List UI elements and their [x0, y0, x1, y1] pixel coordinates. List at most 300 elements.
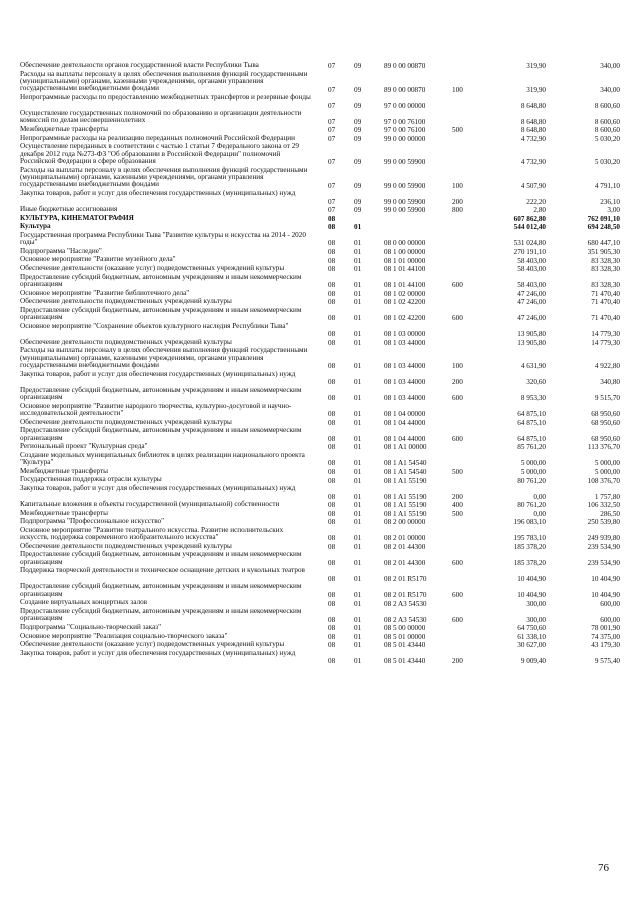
row-sum-year2: 250 539,80	[587, 518, 620, 527]
row-section: 08	[328, 281, 336, 290]
table-row	[20, 94, 620, 110]
row-sum-year2: 9 575,40	[594, 657, 620, 666]
row-section: 08	[328, 492, 336, 501]
row-target-code: 08 1 03 44000	[384, 338, 426, 347]
row-expense-type: 600	[452, 615, 463, 624]
row-section: 07	[328, 134, 336, 143]
row-expense-type: 600	[452, 434, 463, 443]
row-subsection: 01	[354, 314, 362, 323]
row-target-code: 08 1 00 00000	[384, 247, 426, 256]
budget-table	[20, 62, 620, 666]
row-sum-year2: 10 404,90	[591, 575, 620, 584]
row-name: Обеспечение деятельности подведомственных учреждений культуры	[20, 337, 232, 346]
row-sum-year1: 270 191,10	[513, 247, 546, 256]
table-row	[20, 403, 620, 419]
row-expense-type: 200	[452, 657, 463, 666]
row-sum-year2: 5 000,00	[594, 459, 620, 468]
row-name: Основное мероприятие "Сохранение объектов культурного наследия Республики Тыва"	[20, 321, 289, 330]
row-expense-type: 100	[452, 85, 463, 94]
row-name: Осуществление переданных в соответствии с частью 1 статьи 7 Федерального закона от 29 декабря 2012 года №273-ФЗ "Об образовании в Российской Федерации" полномочий Российской Федерации в сфере образования	[20, 142, 299, 165]
row-target-code: 08 0 00 00000	[384, 239, 426, 248]
row-name: Закупка товаров, работ и услуг для обеспечения государственных (муниципальных) нужд	[20, 369, 296, 378]
row-section: 08	[328, 468, 336, 477]
row-subsection: 01	[354, 338, 362, 347]
row-sum-year2: 762 091,10	[587, 214, 620, 223]
row-section: 07	[328, 101, 336, 110]
row-section: 08	[328, 265, 336, 274]
row-subsection: 09	[354, 101, 362, 110]
row-subsection: 01	[354, 256, 362, 265]
row-sum-year1: 2,80	[533, 206, 546, 215]
row-subsection: 01	[354, 394, 362, 403]
row-subsection: 01	[354, 443, 362, 452]
row-target-code: 08 1 01 44100	[384, 265, 426, 274]
row-name: Основное мероприятие "Развитие театрального искусства. Развитие исполнительских искусств, поддержка современного изобразительного искусства"	[20, 525, 284, 542]
row-target-code: 08 1 A1 55190	[384, 509, 427, 518]
row-subsection: 01	[354, 518, 362, 527]
row-target-code: 08 1 A1 54540	[384, 468, 427, 477]
row-section: 08	[328, 378, 336, 387]
row-expense-type: 200	[452, 197, 463, 206]
row-expense-type: 500	[452, 126, 463, 135]
row-subsection: 01	[354, 468, 362, 477]
row-section: 08	[328, 256, 336, 265]
row-name: КУЛЬТУРА, КИНЕМАТОГРАФИЯ	[20, 213, 134, 222]
row-sum-year2: 113 376,70	[587, 443, 620, 452]
row-subsection: 01	[354, 615, 362, 624]
row-name: Основное мероприятие "Развитие музейного дела"	[20, 255, 176, 264]
row-subsection: 01	[354, 641, 362, 650]
row-sum-year1: 196 083,10	[513, 518, 546, 527]
table-row	[20, 232, 620, 248]
row-section: 07	[328, 126, 336, 135]
row-sum-year2: 249 939,80	[587, 534, 620, 543]
row-name: Межбюджетные трансферты	[20, 466, 108, 475]
row-sum-year2: 83 328,30	[591, 256, 620, 265]
row-subsection: 01	[354, 632, 362, 641]
row-subsection: 01	[354, 289, 362, 298]
row-section: 08	[328, 434, 336, 443]
row-section: 07	[328, 62, 336, 71]
row-section: 08	[328, 632, 336, 641]
row-sum-year1: 8 953,30	[520, 394, 546, 403]
row-section: 08	[328, 223, 336, 232]
row-name: Подпрограмма "Профессиональное искусство"	[20, 517, 165, 526]
row-sum-year1: 8 648,80	[520, 117, 546, 126]
table-row	[20, 71, 620, 94]
row-target-code: 97 0 00 76100	[384, 117, 426, 126]
row-sum-year2: 8 600,60	[594, 117, 620, 126]
row-section: 08	[328, 459, 336, 468]
row-sum-year1: 544 012,40	[513, 223, 546, 232]
row-sum-year2: 340,00	[600, 62, 620, 71]
row-target-code: 08 2 01 44300	[384, 559, 426, 568]
row-subsection: 01	[354, 624, 362, 633]
row-section: 08	[328, 298, 336, 307]
row-subsection: 01	[354, 330, 362, 339]
row-target-code: 99 0 00 59900	[384, 206, 426, 215]
row-name: Создание модельных муниципальных библиотек в целях реализации национального проекта "Культура"	[20, 450, 305, 467]
row-name: Закупка товаров, работ и услуг для обеспечения государственных (муниципальных) нужд	[20, 188, 296, 197]
row-subsection: 09	[354, 197, 362, 206]
row-expense-type: 600	[452, 281, 463, 290]
row-target-code: 08 5 00 00000	[384, 624, 426, 633]
row-name: Капитальные вложения в объекты государственной (муниципальной) собственности	[20, 500, 280, 509]
table-row	[20, 551, 620, 567]
row-subsection: 01	[354, 247, 362, 256]
row-sum-year2: 4 791,10	[594, 181, 620, 190]
row-sum-year1: 4 507,90	[520, 181, 546, 190]
row-name: Государственная программа Республики Тыва "Развитие культуры и искусства на 2014 - 2020 годы"	[20, 230, 306, 247]
row-sum-year1: 9 009,40	[520, 657, 546, 666]
row-name: Основное мероприятие "Развитие библиотечного дела"	[20, 288, 190, 297]
row-sum-year1: 30 627,00	[517, 641, 546, 650]
row-expense-type: 800	[452, 206, 463, 215]
table-row	[20, 110, 620, 126]
row-subsection: 09	[354, 85, 362, 94]
row-name: Создание виртуальных концертных залов	[20, 598, 148, 607]
row-sum-year2: 5 000,00	[594, 468, 620, 477]
row-sum-year2: 68 950,60	[591, 410, 620, 419]
row-section: 07	[328, 85, 336, 94]
row-name: Обеспечение деятельности (оказание услуг) подведомственных учреждений культуры	[20, 263, 285, 272]
row-name: Поддержка творческой деятельности и техническое оснащение детских и кукольных театров	[20, 566, 305, 575]
row-section: 08	[328, 599, 336, 608]
row-sum-year1: 58 403,00	[517, 256, 546, 265]
row-subsection: 01	[354, 265, 362, 274]
row-target-code: 89 0 00 00870	[384, 85, 426, 94]
row-section: 08	[328, 543, 336, 552]
row-sum-year1: 64 875,10	[517, 418, 546, 427]
row-section: 08	[328, 559, 336, 568]
row-subsection: 09	[354, 181, 362, 190]
row-section: 08	[328, 615, 336, 624]
row-target-code: 08 1 A1 55190	[384, 492, 427, 501]
table-row	[20, 527, 620, 543]
row-target-code: 08 2 00 00000	[384, 518, 426, 527]
row-name: Подпрограмма "Наследие"	[20, 246, 102, 255]
row-sum-year1: 319,90	[526, 85, 546, 94]
table-row	[20, 167, 620, 190]
row-target-code: 08 2 01 00000	[384, 534, 426, 543]
row-expense-type: 600	[452, 314, 463, 323]
row-sum-year2: 694 248,50	[587, 223, 620, 232]
row-name: Предоставление субсидий бюджетным, автономным учреждениям и иным некоммерческим организациям	[20, 607, 302, 623]
row-subsection: 01	[354, 599, 362, 608]
row-target-code: 08 2 01 R5170	[384, 591, 427, 600]
row-subsection: 01	[354, 509, 362, 518]
row-name: Закупка товаров, работ и услуг для обеспечения государственных (муниципальных) нужд	[20, 484, 296, 493]
row-section: 08	[328, 239, 336, 248]
row-subsection: 09	[354, 126, 362, 135]
row-section: 07	[328, 181, 336, 190]
row-sum-year1: 8 648,80	[520, 101, 546, 110]
row-name: Обеспечение деятельности подведомственных учреждений культуры	[20, 541, 232, 550]
table-row	[20, 274, 620, 290]
row-target-code: 99 0 00 59900	[384, 158, 426, 167]
row-target-code: 08 1 A1 00000	[384, 443, 427, 452]
row-sum-year1: 185 378,20	[513, 543, 546, 552]
row-name: Государственная поддержка отрасли культуры	[20, 475, 162, 484]
row-sum-year1: 4 732,90	[520, 158, 546, 167]
row-sum-year1: 300,00	[526, 599, 546, 608]
row-subsection: 01	[354, 575, 362, 584]
row-expense-type: 600	[452, 394, 463, 403]
row-sum-year2: 239 534,90	[587, 559, 620, 568]
row-target-code: 08 1 03 44000	[384, 378, 426, 387]
row-section: 08	[328, 214, 336, 223]
row-subsection: 09	[354, 62, 362, 71]
row-name: Культура	[20, 222, 51, 231]
row-section: 08	[328, 641, 336, 650]
row-name: Предоставление субсидий бюджетным, автономным учреждениям и иным некоммерческим организациям	[20, 550, 302, 566]
row-expense-type: 500	[452, 468, 463, 477]
table-row	[20, 323, 620, 339]
row-expense-type: 400	[452, 501, 463, 510]
row-section: 08	[328, 394, 336, 403]
table-row	[20, 387, 620, 403]
row-name: Обеспечение деятельности подведомственных учреждений культуры	[20, 417, 232, 426]
row-target-code: 08 5 01 43440	[384, 641, 426, 650]
row-expense-type: 200	[452, 492, 463, 501]
row-sum-year1: 8 648,80	[520, 126, 546, 135]
row-section: 08	[328, 410, 336, 419]
row-section: 08	[328, 289, 336, 298]
row-name: Обеспечение деятельности органов государственной власти Республики Тыва	[20, 61, 259, 69]
table-row	[20, 567, 620, 583]
row-section: 08	[328, 624, 336, 633]
row-target-code: 08 1 A1 55190	[384, 501, 427, 510]
row-subsection: 01	[354, 501, 362, 510]
row-section: 08	[328, 518, 336, 527]
row-sum-year1: 47 246,00	[517, 314, 546, 323]
row-target-code: 08 1 04 44000	[384, 434, 426, 443]
row-section: 08	[328, 338, 336, 347]
row-sum-year2: 351 905,30	[587, 247, 620, 256]
row-subsection: 01	[354, 378, 362, 387]
table-row	[20, 452, 620, 468]
row-sum-year1: 0,00	[533, 509, 546, 518]
row-name: Предоставление субсидий бюджетным, автономным учреждениям и иным некоммерческим организациям	[20, 426, 302, 442]
row-target-code: 08 2 01 R5170	[384, 575, 427, 584]
row-sum-year1: 47 246,00	[517, 289, 546, 298]
row-sum-year2: 239 534,90	[587, 543, 620, 552]
row-sum-year2: 71 470,40	[591, 314, 620, 323]
row-name: Обеспечение деятельности (оказание услуг) подведомственных учреждений культуры	[20, 640, 285, 649]
row-target-code: 08 2 A3 54530	[384, 615, 427, 624]
row-target-code: 08 1 04 00000	[384, 410, 426, 419]
row-subsection: 09	[354, 158, 362, 167]
row-sum-year1: 10 404,90	[517, 575, 546, 584]
row-sum-year1: 80 761,20	[517, 501, 546, 510]
table-row	[20, 143, 620, 166]
row-sum-year1: 4 631,90	[520, 362, 546, 371]
row-section: 08	[328, 443, 336, 452]
row-sum-year2: 680 447,10	[587, 239, 620, 248]
row-target-code: 08 1 04 44000	[384, 418, 426, 427]
row-sum-year2: 8 600,60	[594, 126, 620, 135]
row-section: 07	[328, 206, 336, 215]
row-sum-year2: 600,00	[600, 615, 620, 624]
row-name: Непрограммные расходы по предоставлению межбюджетных трансфертов и резервные фонды	[20, 92, 311, 101]
row-section: 08	[328, 575, 336, 584]
table-row	[20, 501, 620, 510]
row-section: 08	[328, 418, 336, 427]
row-sum-year2: 10 404,90	[591, 591, 620, 600]
row-sum-year2: 71 470,40	[591, 298, 620, 307]
table-row	[20, 371, 620, 387]
row-sum-year1: 607 862,80	[513, 214, 546, 223]
row-sum-year1: 319,90	[526, 62, 546, 71]
row-target-code: 99 0 00 59900	[384, 197, 426, 206]
row-target-code: 08 1 03 00000	[384, 330, 426, 339]
row-target-code: 08 1 02 42200	[384, 314, 426, 323]
row-section: 08	[328, 534, 336, 543]
row-sum-year2: 43 179,30	[591, 641, 620, 650]
row-sum-year2: 1 757,80	[594, 492, 620, 501]
row-expense-type: 600	[452, 591, 463, 600]
row-sum-year1: 4 732,90	[520, 134, 546, 143]
row-sum-year1: 13 905,80	[517, 330, 546, 339]
row-name: Основное мероприятие "Реализация социально-творческого заказа"	[20, 631, 228, 640]
table-row	[20, 307, 620, 323]
row-subsection: 01	[354, 362, 362, 371]
row-subsection: 01	[354, 239, 362, 248]
row-target-code: 08 1 01 00000	[384, 256, 426, 265]
row-sum-year2: 74 375,00	[591, 632, 620, 641]
row-section: 07	[328, 117, 336, 126]
row-target-code: 08 1 02 00000	[384, 289, 426, 298]
row-sum-year1: 5 000,00	[520, 468, 546, 477]
row-sum-year1: 64 875,10	[517, 434, 546, 443]
row-expense-type: 100	[452, 181, 463, 190]
row-target-code: 99 0 00 59900	[384, 181, 426, 190]
row-sum-year1: 320,60	[526, 378, 546, 387]
row-name: Основное мероприятие "Развитие народного творчества, культурно-досуговой и научно-исследовательской деятельности"	[20, 401, 292, 418]
row-sum-year2: 3,00	[607, 206, 620, 215]
row-subsection: 01	[354, 492, 362, 501]
row-expense-type: 200	[452, 378, 463, 387]
row-subsection: 01	[354, 418, 362, 427]
row-subsection: 01	[354, 434, 362, 443]
row-sum-year2: 9 515,70	[594, 394, 620, 403]
row-name: Закупка товаров, работ и услуг для обеспечения государственных (муниципальных) нужд	[20, 648, 296, 657]
row-sum-year2: 106 332,50	[587, 501, 620, 510]
row-section: 08	[328, 247, 336, 256]
row-subsection: 01	[354, 543, 362, 552]
row-sum-year2: 236,10	[600, 197, 620, 206]
row-target-code: 08 1 02 42200	[384, 298, 426, 307]
row-sum-year1: 61 338,10	[517, 632, 546, 641]
row-sum-year1: 80 761,20	[517, 476, 546, 485]
row-sum-year2: 83 328,30	[591, 281, 620, 290]
table-row	[20, 427, 620, 443]
row-sum-year1: 85 761,20	[517, 443, 546, 452]
row-name: Обеспечение деятельности подведомственных учреждений культуры	[20, 297, 232, 306]
row-name: Иные бюджетные ассигнования	[20, 204, 118, 213]
row-subsection: 01	[354, 223, 362, 232]
row-target-code: 08 2 01 44300	[384, 543, 426, 552]
row-target-code: 08 1 01 44100	[384, 281, 426, 290]
row-target-code: 08 5 01 00000	[384, 632, 426, 641]
row-subsection: 01	[354, 534, 362, 543]
row-sum-year1: 58 403,00	[517, 265, 546, 274]
row-name: Предоставление субсидий бюджетным, автономным учреждениям и иным некоммерческим организациям	[20, 582, 302, 598]
row-section: 07	[328, 197, 336, 206]
row-name: Межбюджетные трансферты	[20, 124, 108, 133]
row-section: 08	[328, 657, 336, 666]
row-section: 08	[328, 330, 336, 339]
row-sum-year2: 5 030,20	[594, 134, 620, 143]
row-sum-year2: 14 779,30	[591, 330, 620, 339]
page-number: 76	[598, 862, 609, 874]
row-expense-type: 600	[452, 559, 463, 568]
row-sum-year1: 13 905,80	[517, 338, 546, 347]
row-name: Межбюджетные трансферты	[20, 508, 108, 517]
row-sum-year2: 340,00	[600, 85, 620, 94]
row-section: 08	[328, 591, 336, 600]
row-subsection: 01	[354, 410, 362, 419]
row-name: Расходы на выплаты персоналу в целях обеспечения выполнения функций государственными (муниципальными) органами, казенными учреждениями, органами управления государственными внебюджетными фондами	[20, 69, 308, 93]
row-subsection: 01	[354, 298, 362, 307]
row-sum-year1: 5 000,00	[520, 459, 546, 468]
row-sum-year1: 531 024,80	[513, 239, 546, 248]
row-sum-year1: 10 404,90	[517, 591, 546, 600]
row-target-code: 08 1 03 44000	[384, 362, 426, 371]
row-target-code: 97 0 00 00000	[384, 101, 426, 110]
row-target-code: 99 0 00 00000	[384, 134, 426, 143]
row-sum-year1: 0,00	[533, 492, 546, 501]
row-sum-year1: 222,20	[526, 197, 546, 206]
row-sum-year2: 71 470,40	[591, 289, 620, 298]
row-name: Предоставление субсидий бюджетным, автономным учреждениям и иным некоммерческим организациям	[20, 385, 302, 402]
row-sum-year1: 58 403,00	[517, 281, 546, 290]
row-sum-year2: 14 779,30	[591, 338, 620, 347]
row-sum-year2: 78 001,90	[591, 624, 620, 633]
row-sum-year2: 4 922,80	[594, 362, 620, 371]
table-row	[20, 215, 620, 224]
row-target-code: 97 0 00 76100	[384, 126, 426, 135]
table-row	[20, 583, 620, 599]
row-name: Предоставление субсидий бюджетным, автономным учреждениям и иным некоммерческим организациям	[20, 272, 302, 288]
row-name: Расходы на выплаты персоналу в целях обеспечения выполнения функций государственными (муниципальными) органами, казенными учреждениями, органами управления государственными внебюджетными фондами	[20, 346, 308, 370]
row-subsection: 01	[354, 591, 362, 600]
row-subsection: 09	[354, 117, 362, 126]
row-sum-year1: 300,00	[526, 615, 546, 624]
row-subsection: 01	[354, 559, 362, 568]
row-target-code: 08 1 A1 54540	[384, 459, 427, 468]
row-subsection: 01	[354, 657, 362, 666]
row-target-code: 08 1 03 44000	[384, 394, 426, 403]
row-expense-type: 500	[452, 509, 463, 518]
row-target-code: 89 0 00 00870	[384, 62, 426, 71]
row-section: 07	[328, 158, 336, 167]
row-target-code: 08 1 A1 55190	[384, 476, 427, 485]
row-subsection: 01	[354, 476, 362, 485]
table-row	[20, 190, 620, 206]
row-sum-year2: 68 950,60	[591, 434, 620, 443]
table-row	[20, 608, 620, 624]
row-name: Подпрограмма "Социально-творческий заказ"	[20, 623, 162, 632]
row-section: 08	[328, 476, 336, 485]
row-sum-year2: 8 600,60	[594, 101, 620, 110]
row-sum-year1: 195 783,10	[513, 534, 546, 543]
row-sum-year2: 286,50	[600, 509, 620, 518]
row-sum-year1: 47 246,00	[517, 298, 546, 307]
row-expense-type: 100	[452, 362, 463, 371]
row-sum-year2: 68 950,60	[591, 418, 620, 427]
row-sum-year1: 64 750,60	[517, 624, 546, 633]
